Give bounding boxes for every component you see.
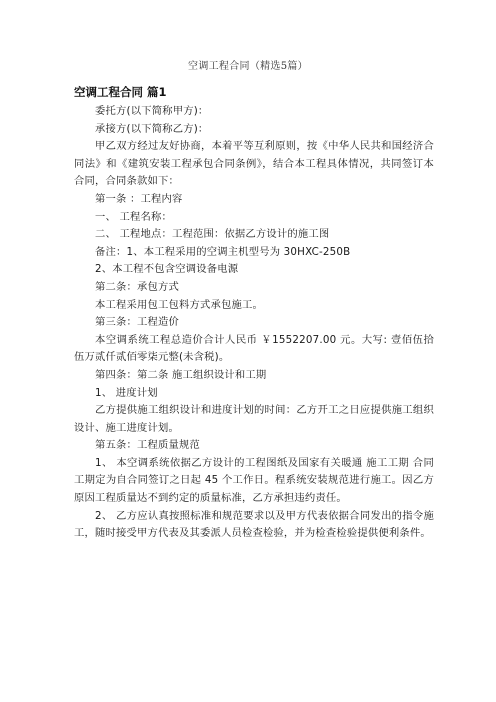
- paragraph: 第二条：承包方式: [95, 280, 179, 293]
- paragraph: 委托方(以下简称甲方)：: [95, 105, 209, 117]
- paragraph: 甲乙双方经过友好协商，本着平等互利原则，按《中华人民共和国经济合同法》和《建筑安装工程承包合同条例》，结合本工程具体情况，共同签订本合同，合同条款如下：: [74, 140, 434, 188]
- paragraph: 第五条：工程质量规范: [95, 439, 200, 452]
- paragraph: 2、本工程不包含空调设备电源: [95, 263, 239, 276]
- paragraph: 2、 乙方应认真按照标准和规范要求以及甲方代表依据合同发出的指令施工，随时接受甲方代表及其委派人员检查检验，并为检查检验提供便利条件。: [74, 509, 434, 540]
- document-body: [74, 82, 434, 543]
- paragraph: 第四条：第二条 施工组织设计和工期: [95, 368, 267, 381]
- paragraph: 本工程采用包工包料方式承包施工。: [95, 298, 263, 311]
- paragraph: 承接方(以下简称乙方)：: [95, 122, 209, 135]
- paragraph: 第一条 ：工程内容: [95, 192, 183, 205]
- section-title: 空调工程合同 篇1: [74, 85, 167, 99]
- page-header: 空调工程合同（精选5篇）: [188, 61, 308, 72]
- paragraph: 乙方提供施工组织设计和进度计划的时间：乙方开工之日应提供施工组织设计、施工进度计划。: [74, 404, 434, 434]
- paragraph: 第三条：工程造价: [95, 316, 179, 329]
- paragraph: 一、 工程名称：: [95, 210, 172, 223]
- paragraph: 备注：1、本工程采用的空调主机型号为 30HXC-250B: [95, 245, 351, 258]
- paragraph: 1、 本空调系统依据乙方设计的工程图纸及国家有关暖通 施工工期 合同工期定为自合同签订之日起 45 个工作日。程系统安装规范进行施工。因乙方原因工程质量达不到约定的质量标准，乙方承担违约责任。: [74, 456, 434, 505]
- paragraph: 1、 进度计划: [95, 386, 158, 399]
- paragraph: 本空调系统工程总造价合计人民币 ￥1552207.00 元。大写: 壹佰伍拾伍万贰仟贰佰零柒元整(未含税)。: [74, 333, 434, 364]
- paragraph: 二、 工程地点：工程范围：依据乙方设计的施工图: [95, 228, 330, 241]
